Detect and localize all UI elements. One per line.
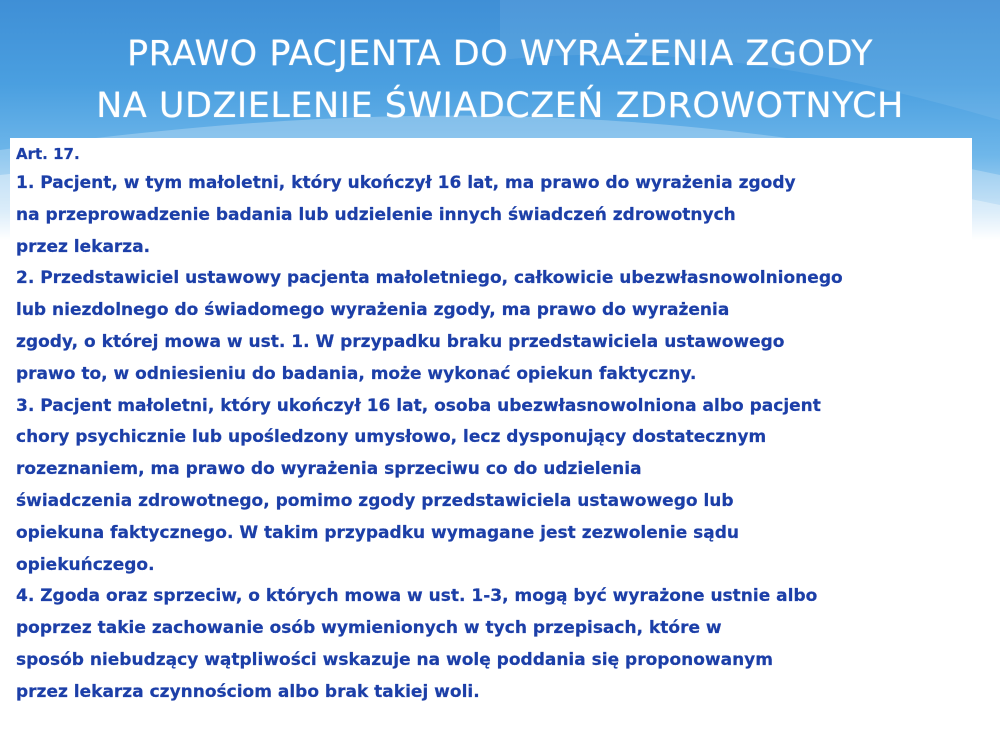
article-heading: Art. 17. <box>16 145 80 163</box>
text-line: na przeprowadzenie badania lub udzielenie innych świadczeń zdrowotnych <box>16 204 736 225</box>
text-line: poprzez takie zachowanie osób wymienionych w tych przepisach, które w <box>16 618 722 639</box>
text-line: lub niezdolnego do świadomego wyrażenia zgody, ma prawo do wyrażenia <box>16 300 730 321</box>
text-line: 1. Pacjent, w tym małoletni, który ukończył 16 lat, ma prawo do wyrażenia zgody <box>16 173 796 193</box>
text-line: 4. Zgoda oraz sprzeciw, o których mowa w ust. 1-3, mogą być wyrażone ustnie albo <box>16 586 818 607</box>
article-text <box>16 140 991 709</box>
text-line: opiekuna faktycznego. W takim przypadku wymagane jest zezwolenie sądu <box>16 522 739 543</box>
slide-title <box>0 28 1000 132</box>
text-line: świadczenia zdrowotnego, pomimo zgody przedstawiciela ustawowego lub <box>16 490 734 511</box>
title-line: NA UDZIELENIE ŚWIADCZEŃ ZDROWOTNYCH <box>96 86 904 126</box>
text-line: rozeznaniem, ma prawo do wyrażenia sprzeciwu co do udzielenia <box>16 459 642 480</box>
title-line: PRAWO PACJENTA DO WYRAŻENIA ZGODY <box>127 34 873 74</box>
text-line: opiekuńczego. <box>16 554 155 575</box>
text-line: zgody, o której mowa w ust. 1. W przypadku braku przedstawiciela ustawowego <box>16 331 785 352</box>
text-line: prawo to, w odniesieniu do badania, może wykonać opiekun faktyczny. <box>16 363 697 384</box>
text-line: sposób niebudzący wątpliwości wskazuje na wolę poddania się proponowanym <box>16 649 773 670</box>
text-line: 2. Przedstawiciel ustawowy pacjenta małoletniego, całkowicie ubezwłasnowolnionego <box>16 268 843 289</box>
text-line: chory psychicznie lub upośledzony umysłowo, lecz dysponujący dostatecznym <box>16 427 767 448</box>
text-line: przez lekarza. <box>16 236 151 257</box>
text-line: 3. Pacjent małoletni, który ukończył 16 lat, osoba ubezwłasnowolniona albo pacjent <box>16 395 821 416</box>
text-line: przez lekarza czynnościom albo brak takiej woli. <box>16 681 480 702</box>
